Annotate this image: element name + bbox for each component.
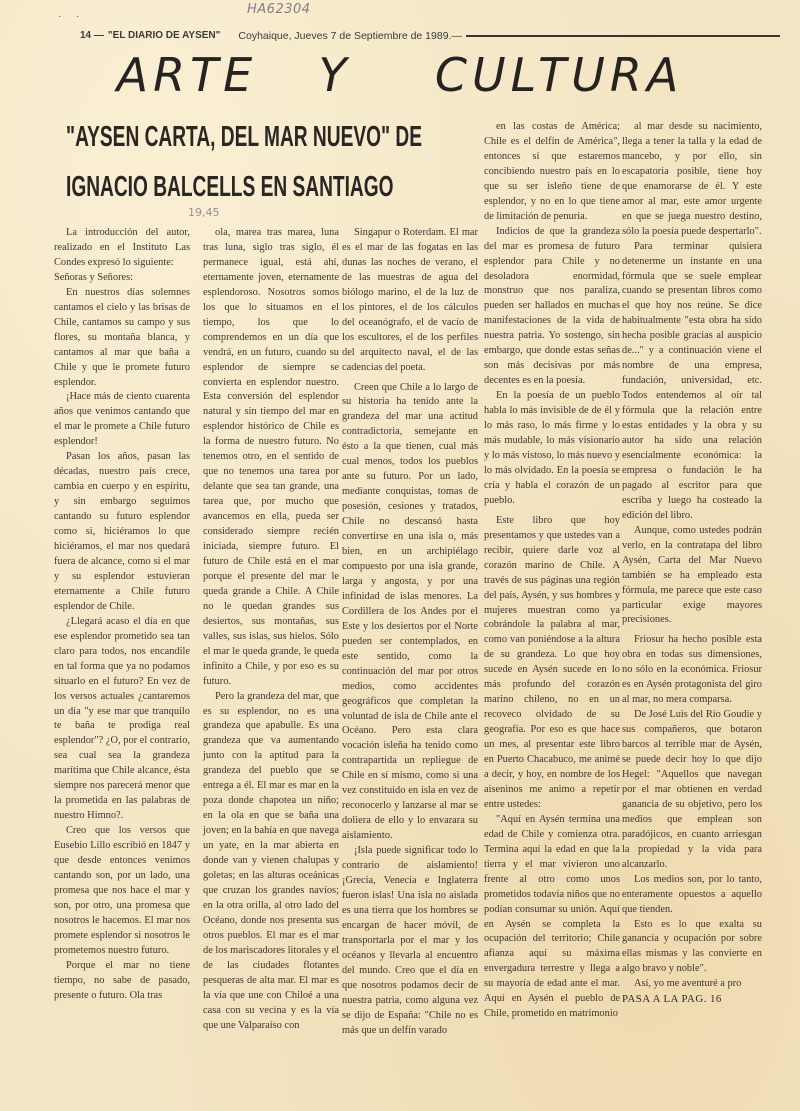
article-paragraph: Creen que Chile a lo largo de su historia ha tenido ante la grandeza del mar una actitud contradictoria, semejante en ésto a la que tienen, cual más cual menos, todos los pueblos ante su futuro. Por un lado, mediante conquistas, tomas de posesión, cesiones y tratados, Chile no descansó hasta convertirse en una isla o, más bien, en un archipiélago compuesto por una isla grande, larga y angosta, y por una infinidad de islas menores. La Cordillera de los Andes por el Este y los desiertos por el Norte pueden ser contemplados, en este sentido, como la continuación del mar por otros medios, como accidentes geográficos que completan la voluntad de isla de Chile ante el Océano. Pero esta clara vocación isleña ha tenido como contrapartida un repliegue de Chile en sí mismo, como si una vez constituido en isla en vez de reconocerlo y lanzarse al mar se doliera de ello y lo envarara su aislamiento.	[342, 381, 478, 842]
section-title-word: CULTURA	[434, 48, 684, 102]
article-column-2	[203, 226, 339, 1033]
article-column-5	[622, 120, 762, 1007]
section-title-word: ARTE	[116, 48, 258, 102]
archive-code-handwritten: HA62304	[247, 2, 311, 17]
headline-line-1: "AYSEN CARTA, DEL MAR NUEVO" DE	[66, 121, 422, 153]
article-paragraph: en las costas de América; Chile es el delfín de América", entonces sí que estaremos concibiendo nuestro país en lo que su ser isleño tiene de esplendor, y no en lo que tiene de limitación de penuria.	[484, 121, 620, 222]
article-headline	[66, 116, 486, 208]
article-column-3	[342, 226, 478, 1038]
article-paragraph: Los medios son, por lo tanto, enteramente opuestos a aquello que tienden.	[622, 873, 762, 915]
article-paragraph: Porque el mar no tiene tiempo, no sabe de pasado, presente o futuro. Ola tras	[54, 959, 190, 1001]
article-paragraph: al mar desde su nacimiento, llega a tener la talla y la edad de mancebo, y por ello, sin escapatoria posible, tiene hoy que enamorarse de él. Y este amor al mar, este amor urgente en que se juega nuestro destino, sólo la poesía puede despertarlo".	[622, 121, 762, 237]
article-column-1	[54, 226, 190, 1004]
newspaper-name: "EL DIARIO DE AYSEN"	[107, 30, 221, 41]
article-paragraph: Así, yo me aventuré a pro	[634, 978, 742, 990]
section-title-word: Y	[318, 48, 352, 102]
article-paragraph: Pero la grandeza del mar, que es su esplendor, no es una grandeza que apabulle. Es una grandeza que va aumentando junto con la aptitud para la grandeza del pueblo que se entrega a él. El mar es mar en la poza donde chapotea un niño; en la ola en que se baña una joven; en la bahía en que navega un yate, en la mar abierta en donde van y vienen chalupas y goletas; en las alturas oceánicas que cruzan los grandes navíos; en la otra orilla, al otro lado del Océano, donde nos presenta sus otros pueblos. El mar es el mar de los mariscadores litorales y el de las ciudades flotantes pesqueras de alta mar. El mar es la vía que une con Chiloé a una casa con su vecina y es la vía que une Valparaíso con	[203, 690, 339, 1031]
article-paragraph: La introducción del autor, realizado en el Instituto Las Condes expresó lo siguiente:	[54, 227, 190, 268]
article-paragraph: Este libro que hoy presentamos y que ustedes van a recibir, quiere darle voz al corazón marino de Chile. A través de sus páginas una región del país, Aysén, y sus hombres y mujeres muestran como ya cobrándole la palabra al mar, como van poniéndose a la altura de su grandeza. Lo que hoy sucede en Aysén sucede en lo más profundo del corazón marino chileno, no en un recoveco olvidado de su geografía. Por eso es que hace un mes, al presentar este libro en Puerto Chacabuco, me animé a decir, y hoy, en nombre de los aiseninos me animo a repetir entre ustedes:	[484, 514, 620, 810]
article-paragraph: Para terminar quisiera detenerme un instante en una fórmula que se suele emplear cuando se presentan libros como el que hoy nos reúne. Se dice habitualmente "esta obra ha sido hecha posible gracias al auspicio de..." y a continuación viene el nombre de una empresa, fundación, universidad, etc. Todos entendemos al oír tal fórmula que la relación entre estas entidades y la obra y su autor ha sido una relación esencialmente económica: la empresa o fundación le ha pagado al escritor para que escriba y luego ha costeado la edición del libro.	[622, 240, 762, 521]
section-title	[0, 46, 800, 106]
corner-marks: · ·	[58, 12, 86, 23]
article-paragraph: En nuestros días solemnes cantamos el cielo y las brisas de Chile, cantamos su campo y sus flores, su montaña blanca, y cantamos al mar que baña a Chile y que le promete futuro esplendor.	[54, 286, 190, 388]
article-paragraph: ¿Llegará acaso el día en que ese esplendor prometido sea tan claro para todos, nos encandile en tal forma que ya no podamos situarlo en el futuro? En vez de los versos actuales ¿cantaremos un día "y ese mar que tranquilo te baña te prodiga real esplendor"? ¿O, por el contrario, sea cual sea la grandeza marítima que Chile alcance, ésta siempre nos parecerá menor que la prometida en las palabras de nuestro Himno?.	[54, 615, 190, 822]
article-paragraph: En la poesía de un pueblo habla lo más invisible de de él y lo más raso, lo más firme y lo más mudable, lo más visionario y lo más vistoso, lo más nuevo y lo más olvidado. En la poesía se cría y habla el corazón de un pueblo.	[484, 390, 620, 506]
article-column-4	[484, 120, 620, 1022]
masthead	[80, 29, 780, 43]
article-paragraph: Indicios de que la grandeza del mar es promesa de futuro esplendor para Chile y no desoladora enormidad, monstruo que nos paraliza, pueden ser hallados en muchas manifestaciones de la vida de nuestra patria. Yo sostengo, sin embargo, que donde estas señas son más decisivas por más decentes es en la poesía.	[484, 225, 620, 387]
article-paragraph: Creo que los versos que Eusebio Lillo escribió en 1847 y que desde entonces venimos cantando son, por un lado, una promesa que nos hace el mar y son, por otro, una promesa que nosotros le hacemos. El mar nos promete esplendor si nosotros le prometemos nuestro futuro.	[54, 825, 190, 956]
article-paragraph: Friosur ha hecho posible esta obra en todas sus dimensiones, no sólo en la económica. Friosur es en Aysén protagonista del giro al mar, no mera comparsa.	[622, 634, 762, 706]
continued-on-page: PASA A LA PAG. 16	[622, 993, 722, 1006]
headline-line-2: IGNACIO BALCELLS EN SANTIAGO	[66, 171, 394, 203]
dateline: Coyhaique, Jueves 7 de Septiembre de 1989.—	[238, 30, 462, 42]
article-paragraph: Esto es lo que exalta su ganancia y ocupación por sobre ellas mismas y las convierte en algo bravo y noble".	[622, 918, 762, 975]
article-paragraph: "Aquí en Aysén termina una edad de Chile y comienza otra. Termina aquí la edad en que la tierra y el mar vivieron uno frente al otro como unos prometidos todavía niños que no podían consumar su unión. Aquí en Aysén se completa la ocupación del territorio; Chile afianza aquí su máxima envergadura terrestre y llega a su mayoría de edad ante el mar. Aquí en Aysén el pueblo de Chile, prometido en matrimonio	[484, 813, 620, 1020]
pencil-annotation: 19,45	[188, 206, 220, 219]
article-paragraph: De José Luis del Río Goudie y sus compañeros, que botaron barcos al terrible mar de Aysén, se puede decir hoy lo que dijo Hegel: "Aquellos que navegan por el mar obtienen en verdad ganancia de su objetivo, pero los medios que emplean son paradójicos, en cuanto arriesgan la propiedad y la vida para alcanzarlo.	[622, 709, 762, 870]
masthead-rule	[466, 35, 780, 37]
article-paragraph: Singapur o Roterdam. El mar es el mar de las fogatas en las dunas las noches de verano, el de las muestras de agua del biólogo marino, el de la luz de los pintores, el de los cálculos del oceanógrafo, el de vacío de los escultores, el de los perfiles del arquitecto naval, el de las cadencias del poeta.	[342, 227, 478, 373]
article-paragraph: Señoras y Señores:	[54, 271, 134, 283]
article-paragraph: Aunque, como ustedes podrán verlo, en la contratapa del libro Aysén, Carta del Mar Nuevo también se ha empleado esta fórmula, me parece que este caso particular exige mayores precisiones.	[622, 524, 762, 626]
page-number: 14 —	[80, 30, 104, 41]
article-paragraph: Pasan los años, pasan las décadas, nuestro país crece, cambia en cuerpo y en espíritu, y sin embargo seguimos cantando su futuro esplendor como si, hiciéramos lo que hiciéramos, el mar nos quedará fuera de alcance, como si el mar y su esplendor estuvieran eternamente a Chile futuro esplendor de Chile.	[54, 451, 190, 612]
article-paragraph: ola, marea tras marea, luna tras luna, siglo tras siglo, él permanece igual, está ahí, eternamente joven, eternamente esplendoroso. Nosotros somos los que lo situamos en el tiempo, los que lo comprendemos en un día que vendrá, en un futuro, cuando su esplendor de siempre se convierta en esplendor nuestro. Esta conversión del esplendor natural y sin tiempo del mar en esplendor histórico de Chile es la forma de nuestro futuro. No tenemos otro, en el sentido de que no tenemos una tarea por delante que sea tan grande, una tarea que, por mucho que avancemos en ella, pueda ser considerado siempre recién iniciada, siempre futuro. El futuro de Chile está en el mar porque el presente del mar le queda grande a Chile. A Chile no le quedan grandes sus desiertos, sus montañas, sus valles, sus islas, sus hielos. Sólo el mar le queda grande, le queda infinito a Chile, y por eso es su futuro.	[203, 227, 339, 687]
article-paragraph: ¡Hace más de ciento cuarenta años que venimos cantando que el mar le promete a Chile futuro esplendor!	[54, 391, 190, 448]
article-paragraph: ¡Isla puede significar todo lo contrario de aislamiento! ¡Grecia, Venecia e Inglaterra fueron islas! Una isla no aislada es una tierra que los hombres se encargan de hacer móvil, de transportarla por el mar y los océanos y llevarla al encuentro del mundo. Creo que el día en que nosotros podamos decir de nuestra patria, como alguna vez se dijo de España: "Chile no es más que un delfín varado	[342, 845, 478, 1036]
